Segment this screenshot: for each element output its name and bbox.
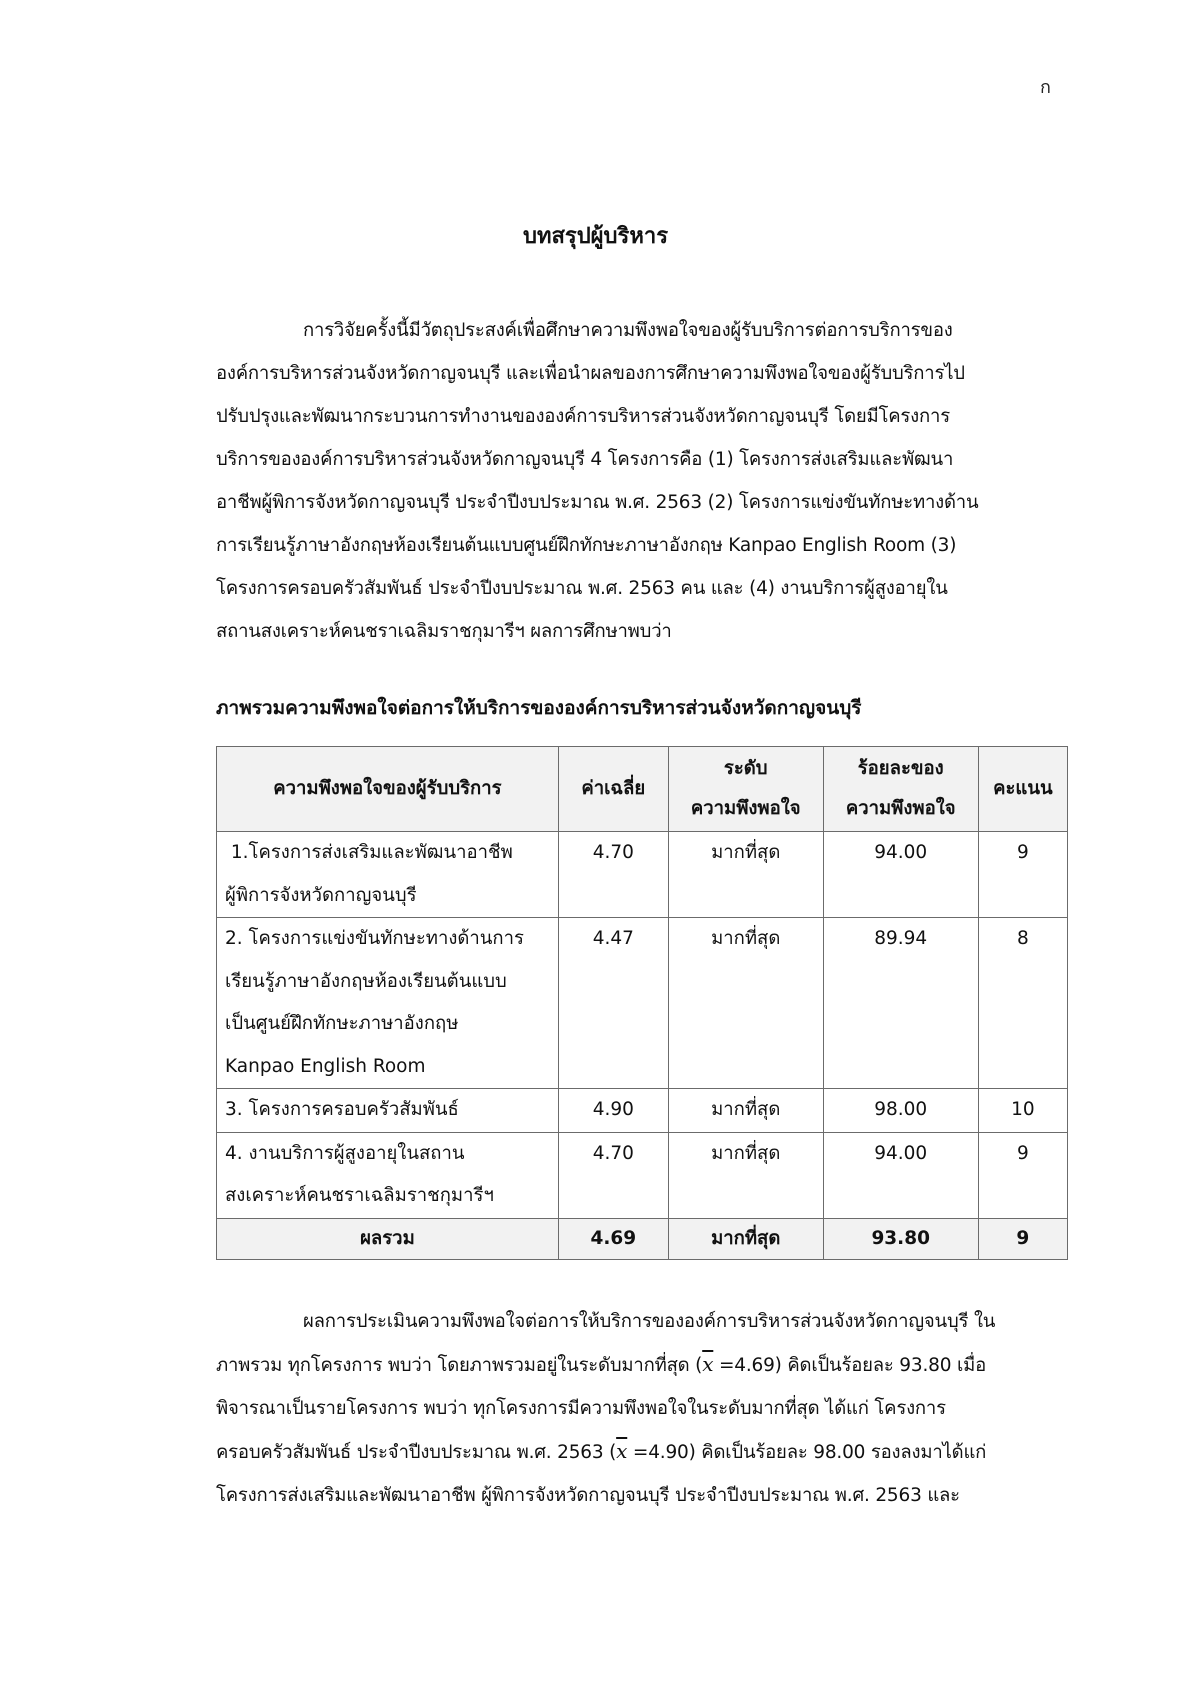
satisfaction-summary-table <box>216 746 1068 1260</box>
row-percent: 89.94 <box>823 918 978 1089</box>
page-title: บทสรุปผู้บริหาร <box>522 224 669 249</box>
row-service-name <box>217 918 559 1089</box>
header-score: คะแนน <box>978 747 1067 832</box>
row-name-line: 3. โครงการครอบครัวสัมพันธ์ <box>225 1099 459 1120</box>
row-level: มากที่สุด <box>668 1089 823 1133</box>
row-percent: 98.00 <box>823 1089 978 1133</box>
table-caption: ภาพรวมความพึงพอใจต่อการให้บริการขององค์การบริหารส่วนจังหวัดกาญจนบุรี <box>216 697 862 719</box>
paragraph-line: การเรียนรู้ภาษาอังกฤษห้องเรียนต้นแบบศูนย์ฝึกทักษะภาษาอังกฤษ Kanpao English Room (3) <box>216 535 957 556</box>
paragraph-line: พิจารณาเป็นรายโครงการ พบว่า ทุกโครงการมีความพึงพอใจในระดับมากที่สุด ได้แก่ โครงการ <box>216 1398 946 1419</box>
header-service: ความพึงพอใจของผู้รับบริการ <box>217 747 559 832</box>
total-percent: 93.80 <box>823 1218 978 1259</box>
table-row <box>217 832 1068 918</box>
paragraph-line: โครงการส่งเสริมและพัฒนาอาชีพ ผู้พิการจังหวัดกาญจนบุรี ประจำปีงบประมาณ พ.ศ. 2563 และ <box>216 1485 960 1506</box>
row-name-line: 2. โครงการแข่งขันทักษะทางด้านการ <box>225 928 524 949</box>
total-label: ผลรวม <box>217 1218 559 1259</box>
row-level: มากที่สุด <box>668 1132 823 1218</box>
paragraph-line <box>216 1430 1056 1474</box>
paragraph-line: สถานสงเคราะห์คนชราเฉลิมราชกุมารีฯ ผลการศึกษาพบว่า <box>216 621 672 642</box>
header-level <box>668 747 823 832</box>
row-name-line: 4. งานบริการผู้สูงอายุในสถาน <box>225 1142 465 1164</box>
header-percent-line2: ความพึงพอใจ <box>845 798 956 819</box>
paragraph-line <box>216 1343 1056 1387</box>
row-score: 9 <box>978 832 1067 918</box>
text-segment: =4.90) คิดเป็นร้อยละ 98.00 รองลงมาได้แก่ <box>627 1442 987 1463</box>
header-level-line2: ความพึงพอใจ <box>690 798 801 819</box>
paragraph-line: การวิจัยครั้งนี้มีวัตถุประสงค์เพื่อศึกษาความพึงพอใจของผู้รับบริการต่อการบริการของ <box>303 320 953 341</box>
row-level: มากที่สุด <box>668 832 823 918</box>
row-mean: 4.70 <box>558 1132 668 1218</box>
row-score: 10 <box>978 1089 1067 1133</box>
row-mean: 4.90 <box>558 1089 668 1133</box>
header-level-line1: ระดับ <box>723 758 768 779</box>
row-name-line: Kanpao English Room <box>225 1055 426 1077</box>
paragraph-line: ปรับปรุงและพัฒนากระบวนการทำงานขององค์การบริหารส่วนจังหวัดกาญจนบุรี โดยมีโครงการ <box>216 406 950 427</box>
row-mean: 4.47 <box>558 918 668 1089</box>
text-segment: =4.69) คิดเป็นร้อยละ 93.80 เมื่อ <box>713 1355 986 1376</box>
paragraph-line: องค์การบริหารส่วนจังหวัดกาญจนบุรี และเพื่อนำผลของการศึกษาความพึงพอใจของผู้รับบริการไป <box>216 363 965 384</box>
row-mean: 4.70 <box>558 832 668 918</box>
table-total-row <box>217 1218 1068 1259</box>
row-name-line: ผู้พิการจังหวัดกาญจนบุรี <box>225 884 417 906</box>
header-percent-line1: ร้อยละของ <box>857 758 944 779</box>
row-service-name <box>217 832 559 918</box>
result-paragraph <box>216 1300 1056 1517</box>
table-row <box>217 918 1068 1089</box>
row-percent: 94.00 <box>823 1132 978 1218</box>
paragraph-line: บริการขององค์การบริหารส่วนจังหวัดกาญจนบุรี 4 โครงการคือ (1) โครงการส่งเสริมและพัฒนา <box>216 449 954 470</box>
paragraph-line: ผลการประเมินความพึงพอใจต่อการให้บริการขององค์การบริหารส่วนจังหวัดกาญจนบุรี ใน <box>303 1311 996 1332</box>
paragraph-line: โครงการครอบครัวสัมพันธ์ ประจำปีงบประมาณ พ.ศ. 2563 คน และ (4) งานบริการผู้สูงอายุใน <box>216 578 948 599</box>
row-name-line: เป็นศูนย์ฝึกทักษะภาษาอังกฤษ <box>225 1013 459 1034</box>
intro-paragraph <box>216 309 1056 653</box>
mean-symbol: $\overline{x}$ <box>616 1439 628 1463</box>
mean-symbol: $\overline{x}$ <box>702 1352 714 1376</box>
total-score: 9 <box>978 1218 1067 1259</box>
row-score: 9 <box>978 1132 1067 1218</box>
text-segment: ภาพรวม ทุกโครงการ พบว่า โดยภาพรวมอยู่ในระดับมากที่สุด ( <box>216 1355 703 1376</box>
table-header-row <box>217 747 1068 832</box>
text-segment: ครอบครัวสัมพันธ์ ประจำปีงบประมาณ พ.ศ. 2563 ( <box>216 1442 617 1463</box>
page-number: ก <box>1040 77 1051 98</box>
row-name-line: เรียนรู้ภาษาอังกฤษห้องเรียนต้นแบบ <box>225 970 507 992</box>
header-mean: ค่าเฉลี่ย <box>558 747 668 832</box>
paragraph-line: อาชีพผู้พิการจังหวัดกาญจนบุรี ประจำปีงบประมาณ พ.ศ. 2563 (2) โครงการแข่งขันทักษะทางด้าน <box>216 492 979 513</box>
table-row <box>217 1132 1068 1218</box>
total-mean: 4.69 <box>558 1218 668 1259</box>
row-name-line: 1.โครงการส่งเสริมและพัฒนาอาชีพ <box>225 842 513 863</box>
table-row <box>217 1089 1068 1133</box>
row-name-line: สงเคราะห์คนชราเฉลิมราชกุมารีฯ <box>225 1185 494 1206</box>
total-level: มากที่สุด <box>668 1218 823 1259</box>
row-service-name <box>217 1089 559 1133</box>
row-percent: 94.00 <box>823 832 978 918</box>
row-service-name <box>217 1132 559 1218</box>
header-percent <box>823 747 978 832</box>
row-level: มากที่สุด <box>668 918 823 1089</box>
row-score: 8 <box>978 918 1067 1089</box>
